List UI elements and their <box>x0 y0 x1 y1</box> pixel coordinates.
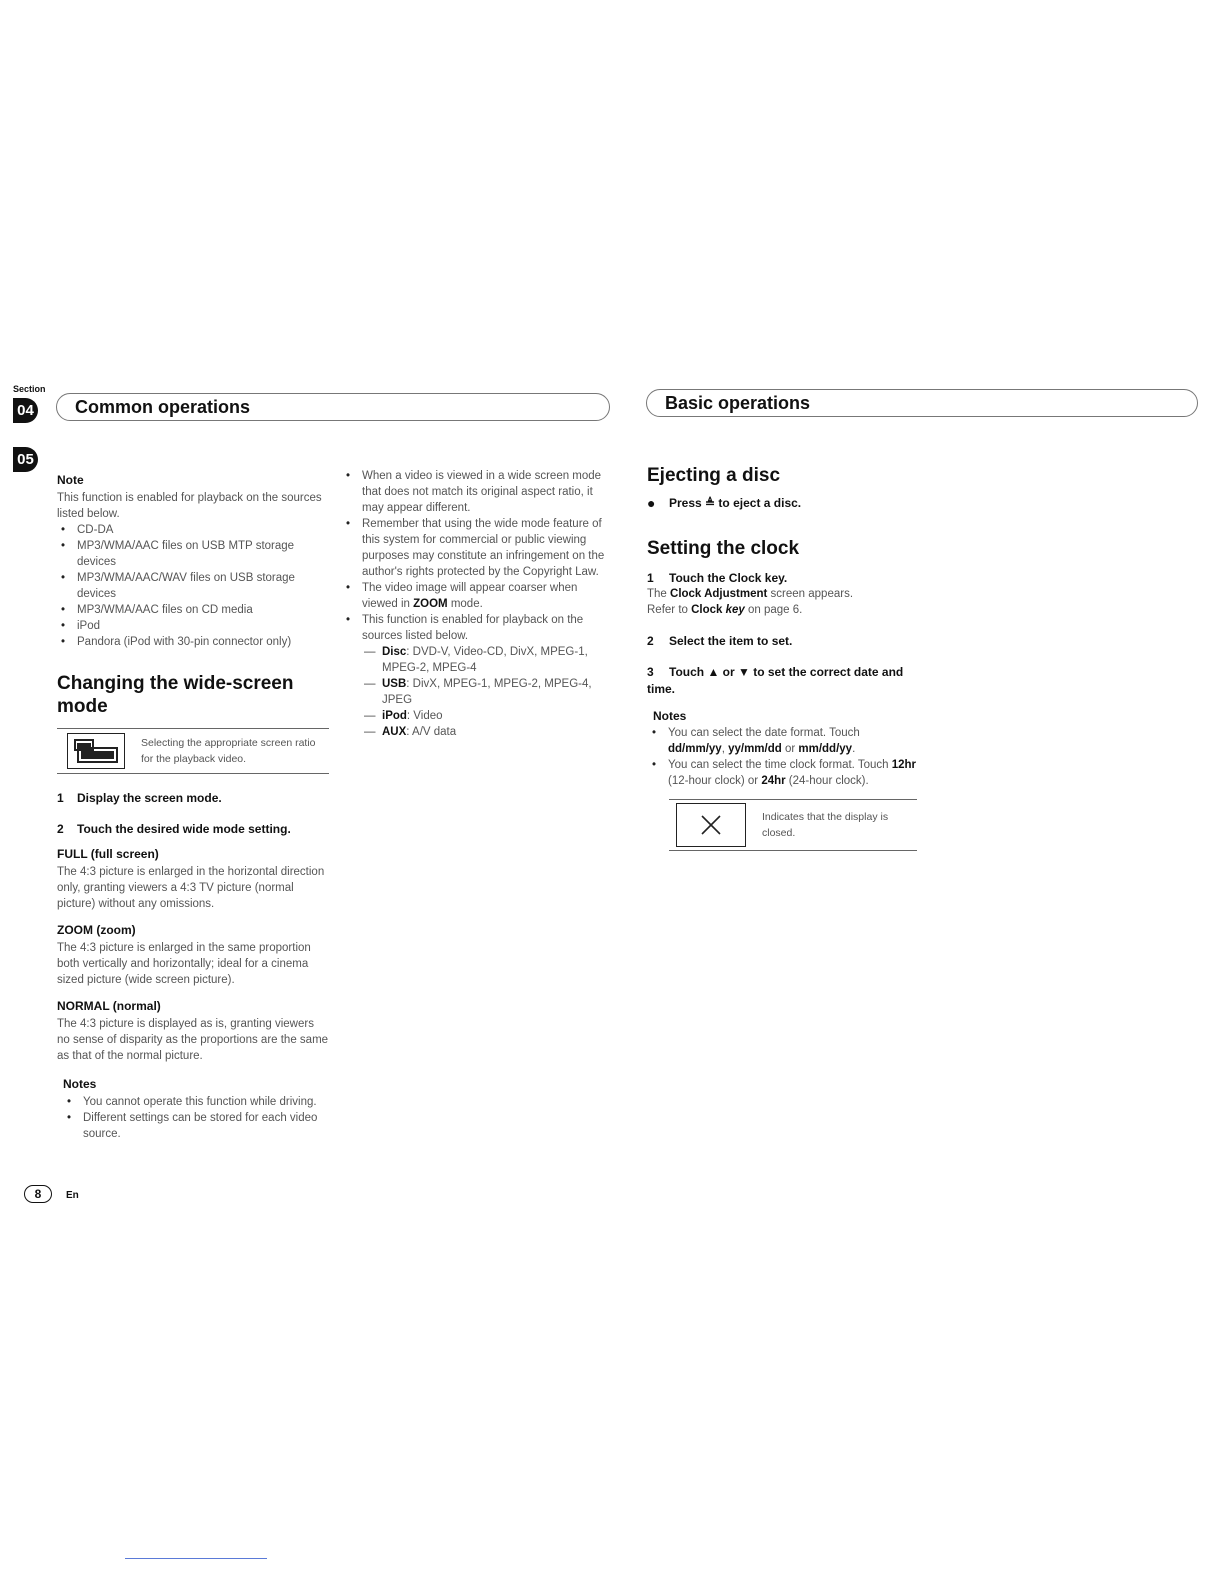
close-icon-row <box>669 800 919 850</box>
eject-instruction <box>647 495 919 511</box>
clock-notes-list <box>647 725 919 789</box>
format-option: 12hr <box>891 759 917 771</box>
text: The <box>647 588 671 600</box>
down-arrow-icon: ▼ <box>738 665 750 679</box>
list-item: • Remember that using the wide mode feature of this system for commercial or public viewing purposes may constitute an infringement on the author's rights protected by the Copyright Law. <box>362 516 614 580</box>
full-title: FULL (full screen) <box>57 847 159 861</box>
format-option: yy/mm/dd <box>728 743 782 755</box>
text: You can select the date format. Touch <box>668 727 860 739</box>
wide-screen-icon-graphic <box>74 739 118 763</box>
source-detail: : DivX, MPEG-1, MPEG-2, MPEG-4, JPEG <box>382 678 592 706</box>
column-3 <box>647 464 919 851</box>
clock-heading: Setting the clock <box>647 538 800 559</box>
source-item <box>382 708 614 724</box>
note-title: Note <box>57 473 84 487</box>
page-number: 8 <box>24 1185 52 1203</box>
list-item: • You cannot operate this function while driving. <box>83 1094 329 1110</box>
wide-mode-notes-list <box>342 468 614 740</box>
clock-step-1-text <box>647 586 919 602</box>
step-text: Touch the desired wide mode setting. <box>77 822 291 836</box>
up-arrow-icon: ▲ <box>707 665 720 679</box>
divider <box>57 773 329 774</box>
normal-text: The 4:3 picture is displayed as is, granting viewers no sense of disparity as the proportions are the same as that of the normal picture. <box>57 1018 329 1062</box>
text: to set the correct date and time. <box>647 665 904 696</box>
list-item: • Different settings can be stored for each video source. <box>83 1110 329 1142</box>
list-item: • CD-DA <box>77 522 329 538</box>
step-text: Display the screen mode. <box>77 791 222 805</box>
clock-ref-label: Clock <box>691 604 726 616</box>
zoom-title: ZOOM (zoom) <box>57 923 136 937</box>
text: The video image will appear coarser when viewed in <box>362 582 578 610</box>
source-detail: : DVD-V, Video-CD, DivX, MPEG-1, MPEG-2, MPEG-4 <box>382 646 588 674</box>
source-name: USB <box>382 678 407 690</box>
list-item: • When a video is viewed in a wide screen mode that does not match its original aspect ratio, it may appear different. <box>362 468 614 516</box>
notes-title: Notes <box>63 1077 97 1091</box>
source-detail: : A/V data <box>406 726 457 738</box>
clock-step-2 <box>647 633 919 649</box>
source-item <box>382 724 614 740</box>
column-2 <box>342 468 614 740</box>
close-icon-caption: Indicates that the display is closed. <box>762 811 889 839</box>
text: to eject a disc. <box>715 496 802 510</box>
zoom-text: The 4:3 picture is enlarged in the same proportion both vertically and horizontally; ideal for a cinema sized picture (wide screen picture). <box>57 942 311 986</box>
step-text: Select the item to set. <box>669 634 793 648</box>
step-2 <box>57 821 329 837</box>
text: , <box>721 743 729 755</box>
header-basic-operations <box>646 389 1198 417</box>
scan-artifact-line <box>125 1558 267 1559</box>
eject-heading: Ejecting a disc <box>647 465 781 486</box>
clock-step-1 <box>647 570 919 586</box>
list-item: • MP3/WMA/AAC files on USB MTP storage devices <box>77 538 329 570</box>
list-item <box>362 612 614 740</box>
header-common-operations <box>56 393 610 421</box>
header-right-title: Basic operations <box>665 392 811 413</box>
notes-list <box>57 1094 329 1142</box>
section-badge-05: 05 <box>13 447 38 472</box>
wide-screen-heading: Changing the wide-screen mode <box>57 673 294 717</box>
step-number: 1 <box>647 571 654 585</box>
step-number: 3 <box>647 665 654 679</box>
close-display-icon <box>676 803 746 847</box>
section-label: Section <box>13 384 46 394</box>
format-option: 24hr <box>761 775 786 787</box>
wide-mode-icon-row <box>57 729 329 773</box>
sources-list <box>362 644 614 740</box>
text: Touch <box>669 665 708 679</box>
column-1 <box>57 472 329 1142</box>
step-number: 2 <box>647 634 654 648</box>
step-text: Touch the Clock key. <box>669 571 788 585</box>
source-item <box>382 644 614 676</box>
clock-step-1-ref <box>647 602 919 618</box>
clock-adjustment-label: Clock Adjustment <box>670 588 768 600</box>
note-list <box>57 522 329 650</box>
source-name: AUX <box>382 726 407 738</box>
text: . <box>852 743 856 755</box>
wide-screen-icon <box>67 733 125 769</box>
wide-mode-icon-caption: Selecting the appropriate screen ratio for the playback video. <box>141 737 316 765</box>
bullet-icon: ● <box>647 495 656 511</box>
full-text: The 4:3 picture is enlarged in the horizontal direction only, granting viewers a 4:3 TV picture (normal picture) without any omissions. <box>57 866 325 910</box>
step-number: 1 <box>57 791 64 805</box>
list-item <box>668 757 919 789</box>
list-item <box>362 580 614 612</box>
normal-title: NORMAL (normal) <box>57 999 161 1013</box>
list-item <box>668 725 919 757</box>
format-option: dd/mm/yy <box>668 743 722 755</box>
source-item <box>382 676 614 708</box>
text: mode. <box>447 598 483 610</box>
zoom-keyword: ZOOM <box>413 598 448 610</box>
header-left-title: Common operations <box>75 396 251 417</box>
step-number: 2 <box>57 822 64 836</box>
text: This function is enabled for playback on the sources listed below. <box>362 614 584 642</box>
list-item: • iPod <box>77 618 329 634</box>
text: Refer to <box>647 604 692 616</box>
eject-icon: ≜ <box>705 496 716 510</box>
close-icon <box>700 814 722 836</box>
list-item: • MP3/WMA/AAC/WAV files on USB storage devices <box>77 570 329 602</box>
text: (12-hour clock) or <box>668 775 762 787</box>
language-label: En <box>66 1190 79 1201</box>
source-detail: : Video <box>406 710 443 722</box>
list-item: • MP3/WMA/AAC files on CD media <box>77 602 329 618</box>
text: (24-hour clock). <box>785 775 869 787</box>
source-name: Disc <box>382 646 407 658</box>
format-option: mm/dd/yy <box>798 743 853 755</box>
text: or <box>719 665 738 679</box>
text: screen appears. <box>767 588 854 600</box>
list-item: • Pandora (iPod with 30-pin connector only) <box>77 634 329 650</box>
text: or <box>781 743 799 755</box>
note-text: This function is enabled for playback on the sources listed below. <box>57 492 322 520</box>
text: Press <box>669 496 706 510</box>
step-1 <box>57 790 329 806</box>
text: on page 6. <box>744 604 803 616</box>
text: You can select the time clock format. Touch <box>668 759 892 771</box>
divider <box>669 850 917 851</box>
source-name: iPod <box>382 710 407 722</box>
clock-notes-title: Notes <box>653 709 687 723</box>
section-badge-04: 04 <box>13 398 38 423</box>
clock-step-3 <box>647 664 919 698</box>
clock-ref-key: key <box>725 604 745 616</box>
